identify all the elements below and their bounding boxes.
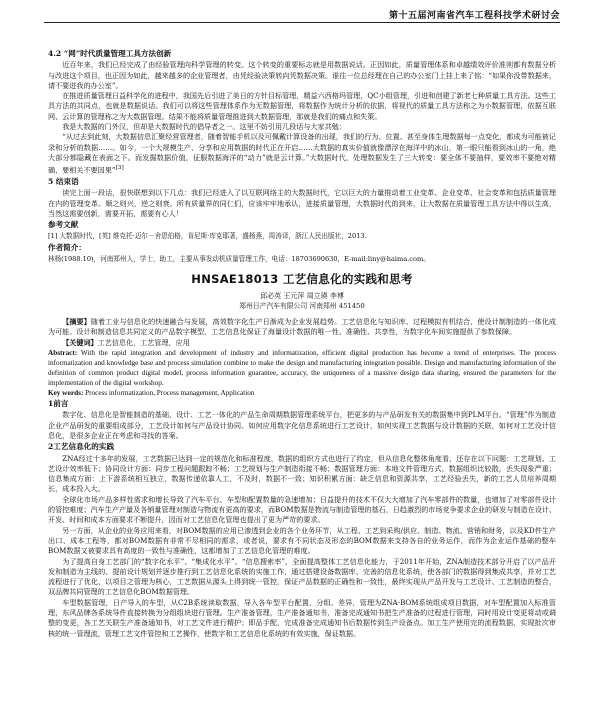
abstract-label: 【摘要】 — [62, 317, 91, 327]
english-keywords — [48, 388, 556, 398]
header-rule — [44, 22, 560, 23]
article-title: HNSAE18013 工艺信息化的实践和思考 — [191, 272, 413, 287]
article-affiliation: 郑州日产汽车有限公司 河南郑州 451450 — [239, 301, 365, 310]
keywords-label: 【关键词】 — [62, 337, 98, 347]
paragraph: 车型数据管理，日产导入的车型，从C2B系统读取数据，导入各车型平台配置，分组、差异，管理为ZNA-BOM系统组成项目数据，对车型配置加入标准管理，东风品牌各系统导件直接转换为分组组块进行管理。生产准备管理，生产准备通知书，准备完成通知书把生产准备的过程进行管理，同时用设计变更将动或调整的变更，各工艺关联生产准备通知书，对工艺文件进行精护；即品手配，完成准备完成通知书后数据传到生产设备点。加工生产使用完的流程数据，实现批次审核的统一管理流，管理工艺文件管控和工艺操作，使数字和工艺信息化系统的有效实施，保证数据。 — [48, 597, 556, 638]
reference-item: [1] 大数据时代，[英] 维克托·迈尔－舍恩伯格，肯尼斯·库克耶著，盛杨燕，周涛译，浙江人民出版社，2013. — [48, 232, 367, 241]
keywords-text: 工艺信息化，工艺管理，应用 — [97, 337, 190, 347]
abstract-text: 随着工业与信息化的快速融合与发展，高效数字化生产日渐成为企业发展趋势。工艺信息化与知识库、过程模拟有机结合，使设计制制造的一体化成为可能。设计和制造信息共同定义的产品数字模型，工艺信息化保证了海量设计数据的唯一性、准确性、共享性，为数字化车间实施提供了参数保障。 — [48, 317, 557, 337]
english-abstract-text: With the rapid integration and development of industry and informatization, efficient digital production has become a trend of enterprises. The process informatization and knowledge base and process simulation combine to make the design and manufacturing integration possible. Design and manufacturing information of the definition of common product digital model, process information guarantee, accuracy, the uniqueness of a massive design data sharing, ensured the parameters for the implementation of the digital workshop. — [48, 349, 556, 388]
paragraph: 全球化市场产品多样性需求和增长导致了汽车平台、车型和配置数量的急速增加；日益提升的技术不仅大大增加了汽车零部件的数量，也增加了对零部件设计的管控难度；汽车生产产量及各销量管理对制造与物流有更高的要求，而BOM数据是物流与制造管理的基石，日趋激烈的市场竞争要求企业的研发与制造在设计、开发、时间和成本方面要求不断提升，因而对工艺信息化管理也提出了更为严苛的要求。 — [48, 494, 556, 525]
quote-paragraph — [48, 132, 556, 176]
references-title: 参考文献 — [48, 220, 79, 230]
keywords — [48, 338, 556, 348]
content — [48, 48, 556, 639]
paragraph: 另一方面，从企业的业务应用来看，对BOM数据的应用已渗透到企业的各个业务环节，从工程、工艺到采购/供应、制造、物流、营销和财务，以及KD件生产出口、成本工程等，都对BOM数据有非常不尽相同的需求，或者说，要求有不同状态及形态的BOM数据来支持各自的业务运作，而作为企业运作基础的整车BOM数据又被要求具有高度的一致性与准确性，这都增加了工艺信息化管理的难度。 — [48, 525, 556, 556]
paragraph: 为了提高自身工艺部门的“数字化水平”、“集成化水平”、“信息搜索率”，全面提高整体工艺信息化能力，于2011年开始，ZNA制造技术部分开启了以产品开发和制造为主线的、提前设计规划并逐步推行到工艺信息化系统的实施工作，通过搭建设备数据库、完善的信息化系统，使各部门的数据得到集成共享，并对工艺流程进行了优化，以项目之管理为核心，工艺数据从源头上得到统一管控，保证产品数据的正确性和一致性，最终实现从产品开发与工艺设计、工艺制造的整合，双品牌共同管理的工艺信息化BOM数据管理。 — [48, 556, 556, 597]
section-4-2-title: 4.2 “网”时代质量管理工具方法创新 — [48, 49, 172, 58]
paragraph: 近百年来，我们已经完成了由经验管理向科学管理的转变。这个转变的重要标志就是用数据说话。正因如此，质量管理体系和卓越绩效评价准则都有数据分析与改进这个项目，也正因为如此，越来越多的企业管理者，由凭经验决策转向凭数据决策。谁往一位总经理在自己的办公室门上挂上来了铭：“如果你没带数据来，请不要进我的办公室”。 — [48, 60, 556, 90]
english-abstract-label: Abstract: — [48, 349, 78, 358]
quote-text: “从过去到此刻，大数据信息汇聚经营管理者，随着智能手机以及可佩戴计算设备的出现，我们的行为、位置、甚至身体生理数据每一点变化，都成为可能被记录和分析的数据……。如今，一个大规模生产、分享和应用数据的时代正在开启……大数据的真实价值就像漂浮在海洋中的冰山，第一眼只能看到冰山的一角，绝大部分都隐藏在表面之下。而发掘数据价值，征服数据海洋的“动力”就是云计算。”大数据时代，处理数据发生了三大转变：要全体不要抽样，要效率不要绝对精确，要相关不要因果” — [48, 132, 556, 175]
section-2-title: 2工艺信息化的实践 — [48, 442, 115, 452]
english-keywords-text: Process informatization, Process management, Application — [85, 389, 255, 398]
english-keywords-label: Key words: — [48, 389, 84, 398]
author-bio: 林杨(1988.10)，河南郑州人，学士，助工，主要从事发动机质量管理工作，电话：18703690630，E-mail:liny@haima.com。 — [48, 255, 430, 263]
article-authors: 邱必英 王元萍 周立瑛 李博 — [260, 291, 344, 300]
paragraph: 数字化、信息化是智能制造的基础，设计、工艺一体化的产品生命周期数据管理系统平台，把更多的与产品研发有关的数据集中到PLM平台。“管理”作为制造企业产品研发的重要组成部分，工艺设计如何与产品设计协同、如何应用数字化信息系统进行工艺设计，如何实现工艺数据与设计数据的关联，如何对工艺设计信息化，是很多企业正在考虑和寻找的答案。 — [48, 410, 556, 440]
paragraph: ZNA经过十多年的发展，工艺数据已达到一定的规范化和标准程度，数据的组织方式也进行了约定，但从信息化整体角度看，还存在以下问题：工艺规划、工艺设计效率低下；协同设计方面：同步工程问题跟踪不畅；工艺规划与生产制造衔接不畅；数据管理方面：本地文件管理方式，数据组织比较散，丢失现象严重；信息集成方面：上下游系统相互独立，数据传递依靠人工，不及时，数据不一致；知识积累方面：缺乏信息和资源共享，工艺经验丢失，新的工艺人员培养周期长，成本投入大。 — [48, 453, 556, 494]
paragraph: 我是大数据的门外汉，但却是大数据时代的倡导者之一。这里不妨引用几段话与大家共勉： — [62, 122, 346, 132]
section-5-title: 5 结束语 — [48, 176, 79, 186]
journal-header: 第十五届河南省汽车工程科技学术研讨会 — [388, 11, 560, 21]
section-1-title: 1前言 — [48, 399, 69, 409]
reference-mark: [3] — [115, 165, 124, 172]
paragraph: 在推进质量管理日益科学化的进程中，我国先后引进了美日的方针目标管理，精益六西格玛管理，QC小组管理，引进和创建了新老七种质量工具方法。这些工具方法的共同点，也就是数据说话。我们可以将这些管理体系作为无数据管理，将数据作为统计分析的依据，将视代的质量工具方法称之为小数据管理，依据互联网、云计算的管理称之为大数据管理。结果不能将质量管理推进到大数据管理，那就是我们的痛点和失策。 — [48, 91, 556, 121]
paragraph: 读完上面一段话，很快联想到以下几点：我们已经进入了以互联网络主的大数据时代，它以巨大的力量推动着工业变革、企业变革、社会变革和包括质量管理在内的管理变革。顺之则兴，逆之则衰。所有质量界的同仁们，应该牢牢地承认，进接质量管理，大数据时代的到来，让大数据在质量管理工具方法中得以生高，当然这需要创新，需要开拓，需要有心人！ — [48, 188, 556, 218]
english-abstract — [48, 348, 556, 388]
abstract — [48, 317, 556, 338]
author-bio-label: 作者简介： — [48, 242, 86, 252]
